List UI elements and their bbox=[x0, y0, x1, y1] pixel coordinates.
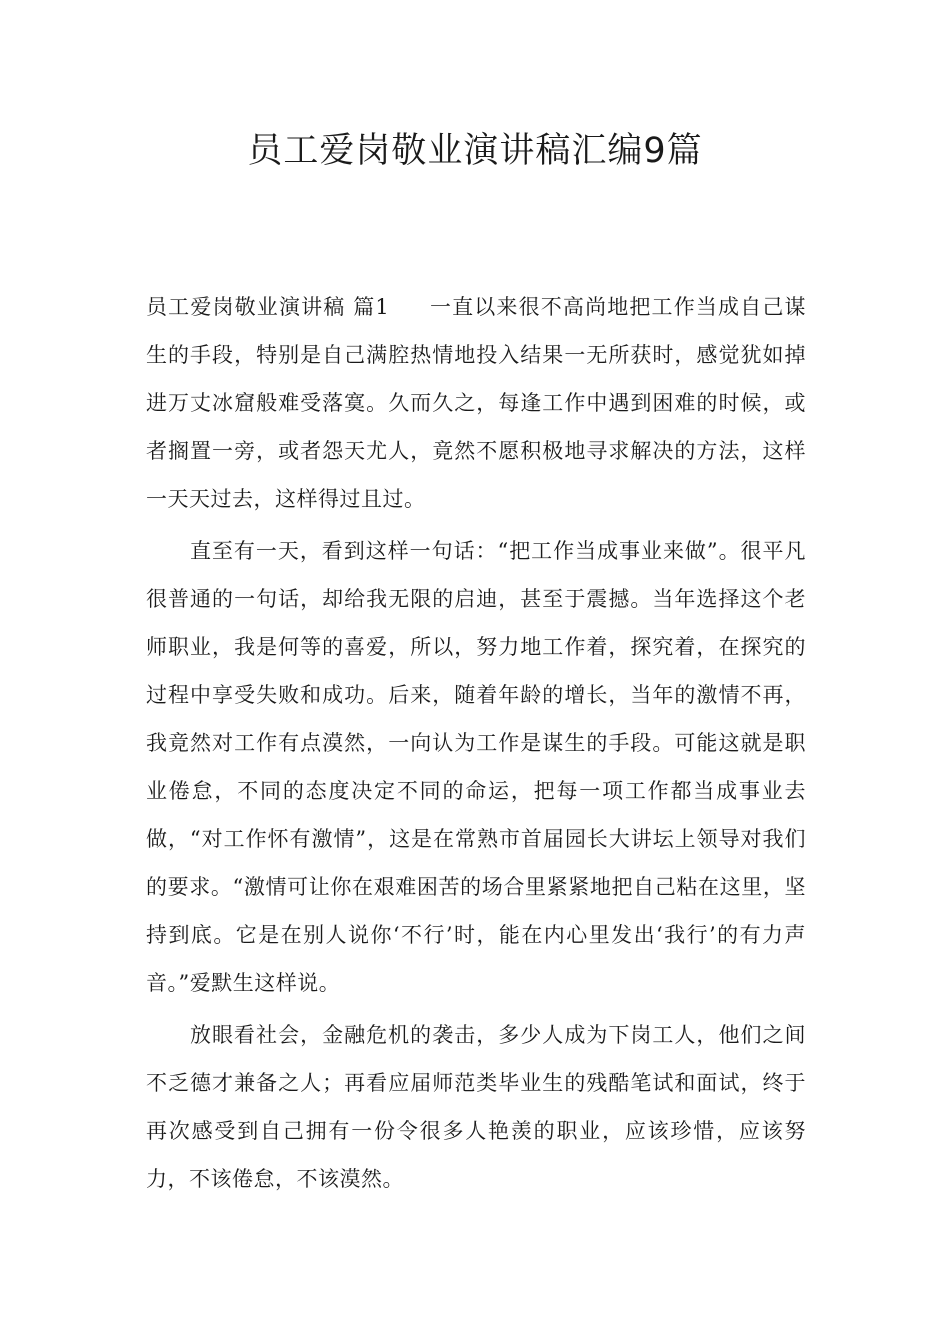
paragraph-1 bbox=[146, 283, 806, 523]
section-label: 员工爱岗敬业演讲稿 篇1 bbox=[146, 295, 390, 319]
paragraph-1-text: 一直以来很不高尚地把工作当成自己谋生的手段，特别是自己满腔热情地投入结果一无所获时，感觉犹如掉进万丈冰窟般难受落寞。久而久之，每逢工作中遇到困难的时候，或者搁置一旁，或者怨天尤人，竟然不愿积极地寻求解决的方法，这样一天天过去，这样得过且过。 bbox=[146, 295, 806, 511]
paragraph-3: 放眼看社会，金融危机的袭击，多少人成为下岗工人，他们之间不乏德才兼备之人；再看应届师范类毕业生的残酷笔试和面试，终于再次感受到自己拥有一份令很多人艳羡的职业，应该珍惜，应该努力，不该倦怠，不该漠然。 bbox=[146, 1023, 806, 1191]
paragraph-2: 直至有一天，看到这样一句话：“把工作当成事业来做”。很平凡很普通的一句话，却给我无限的启迪，甚至于震撼。当年选择这个老师职业，我是何等的喜爱，所以，努力地工作着，探究着，在探究的过程中享受失败和成功。后来，随着年龄的增长，当年的激情不再，我竟然对工作有点漠然，一向认为工作是谋生的手段。可能这就是职业倦怠，不同的态度决定不同的命运，把每一项工作都当成事业去做，“对工作怀有激情”，这是在常熟市首届园长大讲坛上领导对我们的要求。“激情可让你在艰难困苦的场合里紧紧地把自己粘在这里，坚持到底。它是在别人说你‘不行’时，能在内心里发出‘我行’的有力声音。”爱默生这样说。 bbox=[146, 539, 806, 995]
document-body bbox=[146, 283, 806, 1207]
document-title: 员工爱岗敬业演讲稿汇编9篇 bbox=[247, 131, 703, 171]
